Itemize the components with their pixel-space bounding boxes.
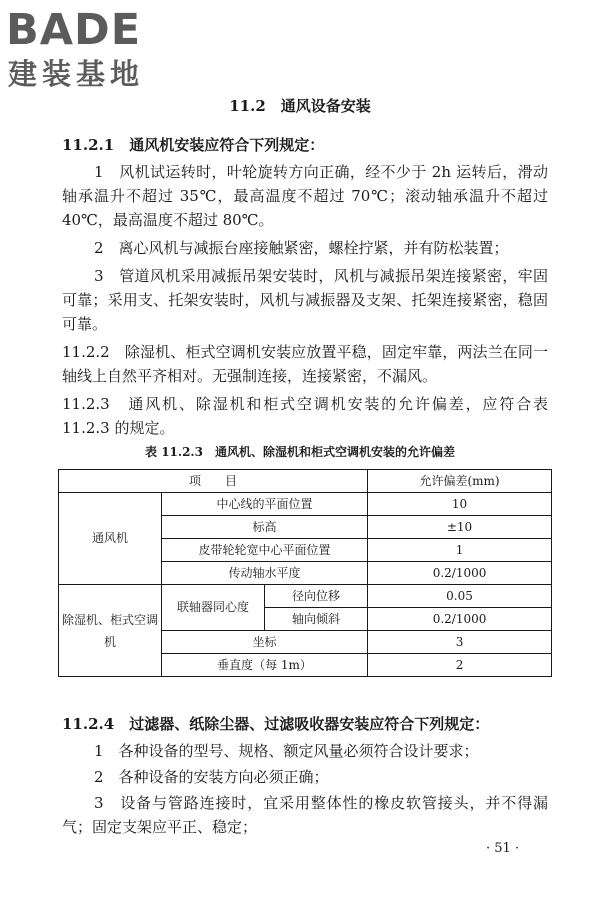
clause-11-2-4-item-3: 3 设备与管路连接时，宜采用整体性的橡皮软管接头，并不得漏气；固定支架应平正、稳定； <box>62 794 548 836</box>
row-sublabel: 径向位移 <box>265 585 368 608</box>
group-fan: 通风机 <box>59 493 162 585</box>
clause-11-2-4-item-2: 2 各种设备的安装方向必须正确； <box>94 768 329 786</box>
row-label: 标高 <box>162 516 368 539</box>
row-sublabel: 轴向倾斜 <box>265 608 368 631</box>
row-label: 坐标 <box>162 631 368 654</box>
row-value: 0.2/1000 <box>368 562 552 585</box>
table-row <box>59 493 552 516</box>
clause-11-2-4-item-1: 1 各种设备的型号、规格、额定风量必须符合设计要求； <box>94 742 479 760</box>
row-label: 联轴器同心度 <box>162 585 265 631</box>
row-value: 0.05 <box>368 585 552 608</box>
clause-11-2-2: 11.2.2 除湿机、柜式空调机安装应放置平稳，固定牢靠，两法兰在同一轴线上自然平齐相对。无强制连接，连接紧密，不漏风。 <box>62 343 548 385</box>
row-value: 1 <box>368 539 552 562</box>
row-label: 垂直度（每 1m） <box>162 654 368 677</box>
row-value: 3 <box>368 631 552 654</box>
clause-11-2-3: 11.2.3 通风机、除湿机和柜式空调机安装的允许偏差，应符合表 11.2.3 的规定。 <box>62 395 548 437</box>
clause-11-2-4: 11.2.4 过滤器、纸除尘器、过滤吸收器安装应符合下列规定： <box>62 715 490 733</box>
clause-11-2-1-item-2: 2 离心风机与减振台座接触紧密，螺栓拧紧，并有防松装置； <box>94 239 509 257</box>
tolerance-table <box>58 469 552 677</box>
row-label: 传动轴水平度 <box>162 562 368 585</box>
table-caption: 表 11.2.3 通风机、除湿机和柜式空调机安装的允许偏差 <box>145 445 455 459</box>
row-value: ±10 <box>368 516 552 539</box>
table-header-row <box>59 470 552 493</box>
row-value: 0.2/1000 <box>368 608 552 631</box>
logo-brand-text: BADE <box>6 5 142 55</box>
row-label: 皮带轮轮宽中心平面位置 <box>162 539 368 562</box>
table-row <box>59 585 552 608</box>
brand-logo <box>6 4 176 96</box>
row-value: 10 <box>368 493 552 516</box>
header-tolerance: 允许偏差(mm) <box>368 470 552 493</box>
clause-11-2-1-item-3: 3 管道风机采用减振吊架安装时，风机与减振吊架连接紧密，牢固可靠；采用支、托架安装时，风机与减振器及支架、托架连接紧密，稳固可靠。 <box>62 267 548 333</box>
section-title: 11.2 通风设备安装 <box>229 97 371 115</box>
row-label: 中心线的平面位置 <box>162 493 368 516</box>
logo-subtitle: 建装基地 <box>8 57 145 91</box>
header-item: 项 目 <box>59 470 368 493</box>
row-value: 2 <box>368 654 552 677</box>
page-number: · 51 · <box>486 841 520 856</box>
clause-11-2-1: 11.2.1 通风机安装应符合下列规定： <box>62 136 325 154</box>
clause-11-2-1-item-1: 1 风机试运转时，叶轮旋转方向正确，经不少于 2h 运转后，滑动轴承温升不超过 35℃，最高温度不超过 70℃；滚动轴承温升不超过 40℃，最高温度不超过 80℃。 <box>62 163 548 229</box>
group-dehumidifier: 除湿机、柜式空调机 <box>59 585 162 677</box>
